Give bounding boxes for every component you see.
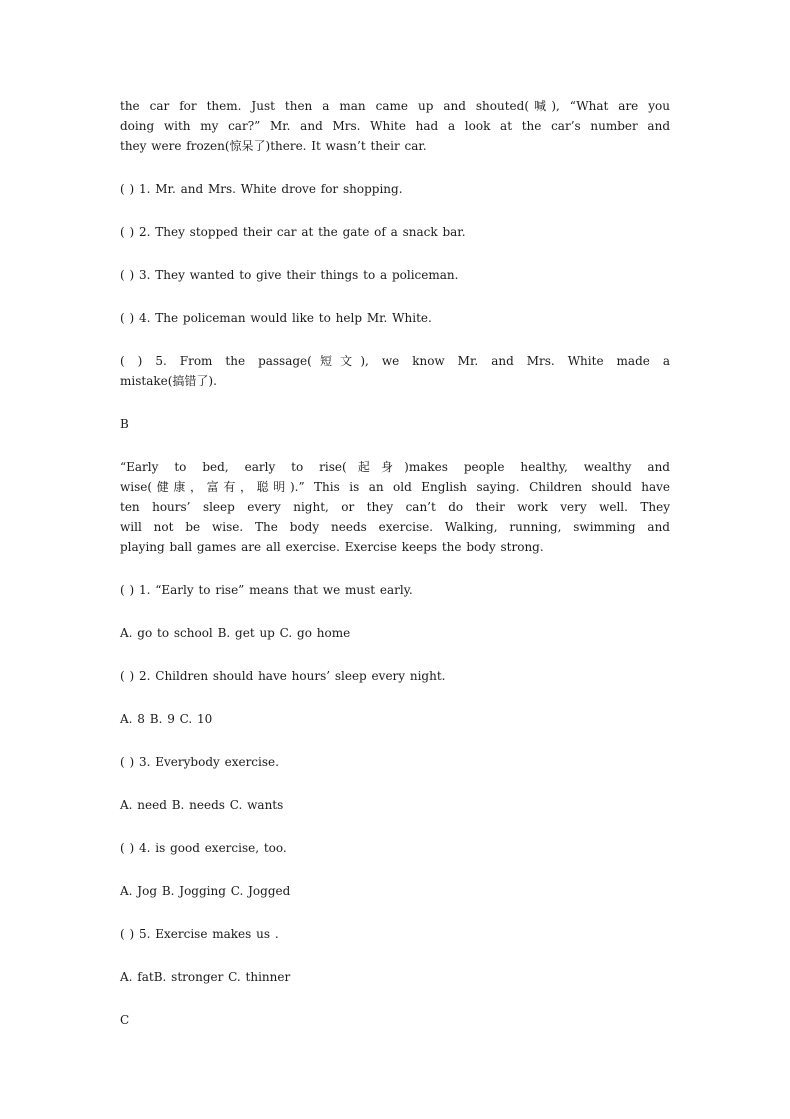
question-a5-line: ( ) 5. From the passage(短文), we know Mr. and Mrs. White made a <box>120 354 670 368</box>
passage-b-text <box>120 457 670 557</box>
question-b5: ( ) 5. Exercise makes us . <box>120 927 279 941</box>
question-b1: ( ) 1. “Early to rise” means that we must early. <box>120 583 413 597</box>
passage-line: the car for them. Just then a man came up and shouted(喊), “What are you <box>120 99 670 113</box>
passage-line: they were frozen(惊呆了)there. It wasn’t their car. <box>120 139 427 153</box>
options-b3: A. need B. needs C. wants <box>120 798 284 812</box>
passage-line: will not be wise. The body needs exercise. Walking, running, swimming and <box>120 520 670 534</box>
question-a1: ( ) 1. Mr. and Mrs. White drove for shopping. <box>120 182 403 196</box>
question-b3: ( ) 3. Everybody exercise. <box>120 755 279 769</box>
passage-line: doing with my car?” Mr. and Mrs. White had a look at the car’s number and <box>120 119 670 133</box>
passage-line: wise(健康，富有，聪明).” This is an old English saying. Children should have <box>120 480 670 494</box>
passage-line: ten hours’ sleep every night, or they can’t do their work very well. They <box>120 500 670 514</box>
passage-a-text <box>120 96 670 156</box>
section-b-label: B <box>120 417 129 431</box>
question-a5-line: mistake(搞错了). <box>120 374 217 388</box>
question-a3: ( ) 3. They wanted to give their things to a policeman. <box>120 268 459 282</box>
section-c-label: C <box>120 1013 130 1027</box>
passage-line: “Early to bed, early to rise(起身)makes people healthy, wealthy and <box>120 460 670 474</box>
question-b2: ( ) 2. Children should have hours’ sleep every night. <box>120 669 446 683</box>
question-a5 <box>120 351 670 391</box>
options-b2: A. 8 B. 9 C. 10 <box>120 712 213 726</box>
question-a4: ( ) 4. The policeman would like to help Mr. White. <box>120 311 432 325</box>
options-b5: A. fatB. stronger C. thinner <box>120 970 291 984</box>
passage-line: playing ball games are all exercise. Exercise keeps the body strong. <box>120 540 544 554</box>
options-b1: A. go to school B. get up C. go home <box>120 626 351 640</box>
question-b4: ( ) 4. is good exercise, too. <box>120 841 287 855</box>
question-a2: ( ) 2. They stopped their car at the gate of a snack bar. <box>120 225 466 239</box>
options-b4: A. Jog B. Jogging C. Jogged <box>120 884 291 898</box>
document-page <box>120 96 670 1030</box>
